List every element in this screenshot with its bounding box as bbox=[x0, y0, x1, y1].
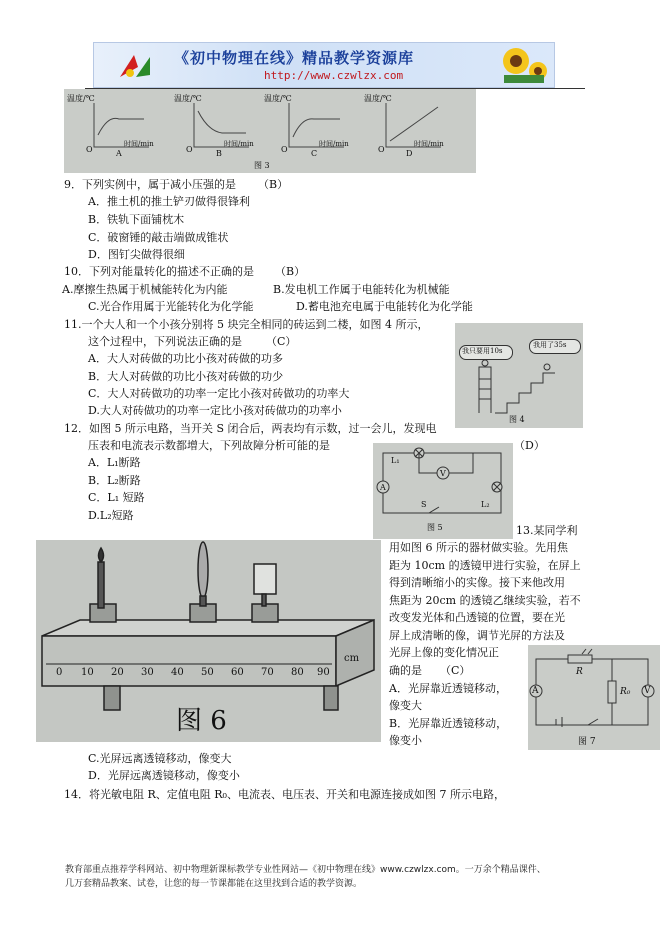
q12-option-c: C．L₁ 短路 bbox=[88, 491, 145, 504]
site-title: 《初中物理在线》精品教学资源库 bbox=[174, 49, 415, 67]
q13-line-5: 焦距为 20cm 的透镜乙继续实验，若不 bbox=[389, 594, 581, 607]
q9-option-d: D．图钉尖做得很细 bbox=[88, 248, 185, 261]
fig6-tick-20: 20 bbox=[111, 667, 124, 678]
fig7-v: V bbox=[644, 686, 651, 696]
q11-option-a: A．大人对砖做的功比小孩对砖做的功多 bbox=[88, 352, 283, 365]
figure-7 bbox=[528, 645, 660, 750]
q13-line-1: 13.某同学利 bbox=[516, 524, 578, 537]
fig7-r0: R₀ bbox=[620, 687, 631, 697]
footer-line-2: 几万套精品教案、试卷，让您的每一节课都能在这里找到合适的教学资源。 bbox=[65, 879, 363, 889]
fig4-bubble-1: 我只要用10s bbox=[462, 347, 503, 355]
q12-option-d: D.L₂短路 bbox=[88, 509, 134, 522]
fig6-tick-70: 70 bbox=[261, 667, 274, 678]
header-banner bbox=[93, 42, 555, 88]
logo-icon bbox=[116, 49, 156, 81]
figure-3 bbox=[64, 89, 476, 173]
sunflower-icon bbox=[494, 45, 550, 85]
figure-5 bbox=[373, 443, 513, 539]
q13-answer: （C） bbox=[440, 664, 471, 677]
q13-line-8: 光屏上像的变化情况正 bbox=[389, 646, 499, 659]
fig5-caption: 图 5 bbox=[427, 523, 443, 532]
q13-option-c: C.光屏远离透镜移动，像变大 bbox=[88, 752, 232, 765]
fig5-v: V bbox=[440, 469, 446, 478]
q13-line-7: 屏上成清晰的像，调节光屏的方法及 bbox=[389, 629, 565, 642]
q11-answer: （C） bbox=[266, 335, 297, 348]
q13-option-b: B．光屏靠近透镜移动， bbox=[389, 717, 508, 730]
fig5-s: S bbox=[421, 500, 427, 509]
q11-option-c: C．大人对砖做功的功率一定比小孩对砖做功的功率大 bbox=[88, 387, 350, 400]
q10-option-c: C.光合作用属于光能转化为化学能 bbox=[88, 300, 254, 313]
fig5-l1: L₁ bbox=[391, 456, 400, 465]
q9-option-c: C．破窗锤的敲击端做成锥状 bbox=[88, 231, 229, 244]
q13-line-2: 用如图 6 所示的器材做实验。先用焦 bbox=[389, 541, 568, 554]
fig3-origin-a: O bbox=[86, 145, 93, 154]
fig6-tick-10: 10 bbox=[81, 667, 94, 678]
site-url[interactable]: http://www.czwlzx.com bbox=[264, 69, 404, 82]
q10-option-a: A.摩擦生热属于机械能转化为内能 bbox=[62, 283, 228, 296]
fig3-ylabel-b: 温度/℃ bbox=[174, 94, 202, 103]
fig6-tick-0: 0 bbox=[56, 667, 63, 678]
fig3-xlabel-b: 时间/min bbox=[224, 140, 254, 148]
q9-stem: 9．下列实例中，属于减小压强的是 bbox=[64, 178, 236, 191]
fig3-xlabel-a: 时间/min bbox=[124, 140, 154, 148]
fig6-tick-60: 60 bbox=[231, 667, 244, 678]
q12-answer: （D） bbox=[514, 439, 545, 452]
q13-option-a-cont: 像变大 bbox=[389, 699, 422, 712]
fig3-origin-b: O bbox=[186, 145, 193, 154]
figure-4 bbox=[455, 323, 583, 428]
fig3-caption: 图 3 bbox=[254, 161, 270, 170]
fig6-tick-30: 30 bbox=[141, 667, 154, 678]
fig3-xlabel-d: 时间/min bbox=[414, 140, 444, 148]
q13-option-d: D．光屏远离透镜移动，像变小 bbox=[88, 769, 240, 782]
fig4-bubble-2: 我用了35s bbox=[533, 341, 567, 349]
q13-line-6: 改变发光体和凸透镜的位置，要在光 bbox=[389, 611, 565, 624]
q12-stem2: 压表和电流表示数都增大，下列故障分析可能的是 bbox=[88, 439, 330, 452]
figure-6 bbox=[36, 540, 381, 742]
q11-option-b: B．大人对砖做的功比小孩对砖做的功少 bbox=[88, 370, 284, 383]
fig6-tick-50: 50 bbox=[201, 667, 214, 678]
q13-line-4: 得到清晰缩小的实像。接下来他改用 bbox=[389, 576, 565, 589]
q13-line-3: 距为 10cm 的透镜甲进行实验，在屏上 bbox=[389, 559, 581, 572]
q10-answer: （B） bbox=[275, 265, 306, 278]
fig5-a: A bbox=[380, 483, 386, 492]
q12-option-a: A．L₁断路 bbox=[88, 456, 141, 469]
fig3-panel-b: B bbox=[216, 149, 222, 158]
q13-line-9: 确的是 bbox=[389, 664, 422, 677]
fig3-panel-c: C bbox=[311, 149, 318, 158]
footer-line-1: 教育部重点推荐学科网站、初中物理新课标教学专业性网站—《初中物理在线》www.czwlzx.com。一万余个精品课件、 bbox=[65, 865, 546, 875]
fig3-ylabel-a: 温度/℃ bbox=[67, 94, 95, 103]
q13-option-b-cont: 像变小 bbox=[389, 734, 422, 747]
fig6-tick-80: 80 bbox=[291, 667, 304, 678]
fig5-l2: L₂ bbox=[481, 500, 490, 509]
fig3-ylabel-d: 温度/℃ bbox=[364, 94, 392, 103]
fig4-caption: 图 4 bbox=[509, 415, 525, 424]
q9-option-a: A．推土机的推土铲刃做得很锋利 bbox=[88, 195, 250, 208]
q9-answer: （B） bbox=[258, 178, 289, 191]
q10-option-d: D.蓄电池充电属于电能转化为化学能 bbox=[296, 300, 473, 313]
fig6-tick-90: 90 bbox=[317, 667, 330, 678]
fig3-origin-c: O bbox=[281, 145, 288, 154]
q9-option-b: B．铁轨下面铺枕木 bbox=[88, 213, 185, 226]
fig6-tick-40: 40 bbox=[171, 667, 184, 678]
q10-stem: 10．下列对能量转化的描述不正确的是 bbox=[64, 265, 254, 278]
fig3-origin-d: O bbox=[378, 145, 385, 154]
fig7-caption: 图 7 bbox=[578, 737, 596, 747]
fig7-r: R bbox=[576, 667, 583, 677]
fig3-xlabel-c: 时间/min bbox=[319, 140, 349, 148]
q13-option-a: A．光屏靠近透镜移动， bbox=[389, 682, 507, 695]
fig6-caption: 图 6 bbox=[176, 706, 227, 736]
q10-option-b: B.发电机工作属于电能转化为机械能 bbox=[273, 283, 450, 296]
q11-option-d: D.大人对砖做功的功率一定比小孩对砖做功的功率小 bbox=[88, 404, 342, 417]
fig3-ylabel-c: 温度/℃ bbox=[264, 94, 292, 103]
q11-stem: 11.一个大人和一个小孩分别将 5 块完全相同的砖运到二楼，如图 4 所示， bbox=[64, 318, 429, 331]
fig6-unit: cm bbox=[344, 653, 360, 664]
q14-stem: 14．将光敏电阻 R、定值电阻 R₀、电流表、电压表、开关和电源连接成如图 7 所示电路， bbox=[64, 788, 505, 801]
q11-stem2: 这个过程中，下列说法正确的是 bbox=[88, 335, 242, 348]
fig3-panel-d: D bbox=[406, 149, 413, 158]
fig7-a: A bbox=[532, 686, 539, 696]
q12-stem: 12．如图 5 所示电路，当开关 S 闭合后，两表均有示数，过一会儿，发现电 bbox=[64, 422, 437, 435]
fig3-panel-a: A bbox=[116, 149, 122, 158]
q12-option-b: B．L₂断路 bbox=[88, 474, 141, 487]
